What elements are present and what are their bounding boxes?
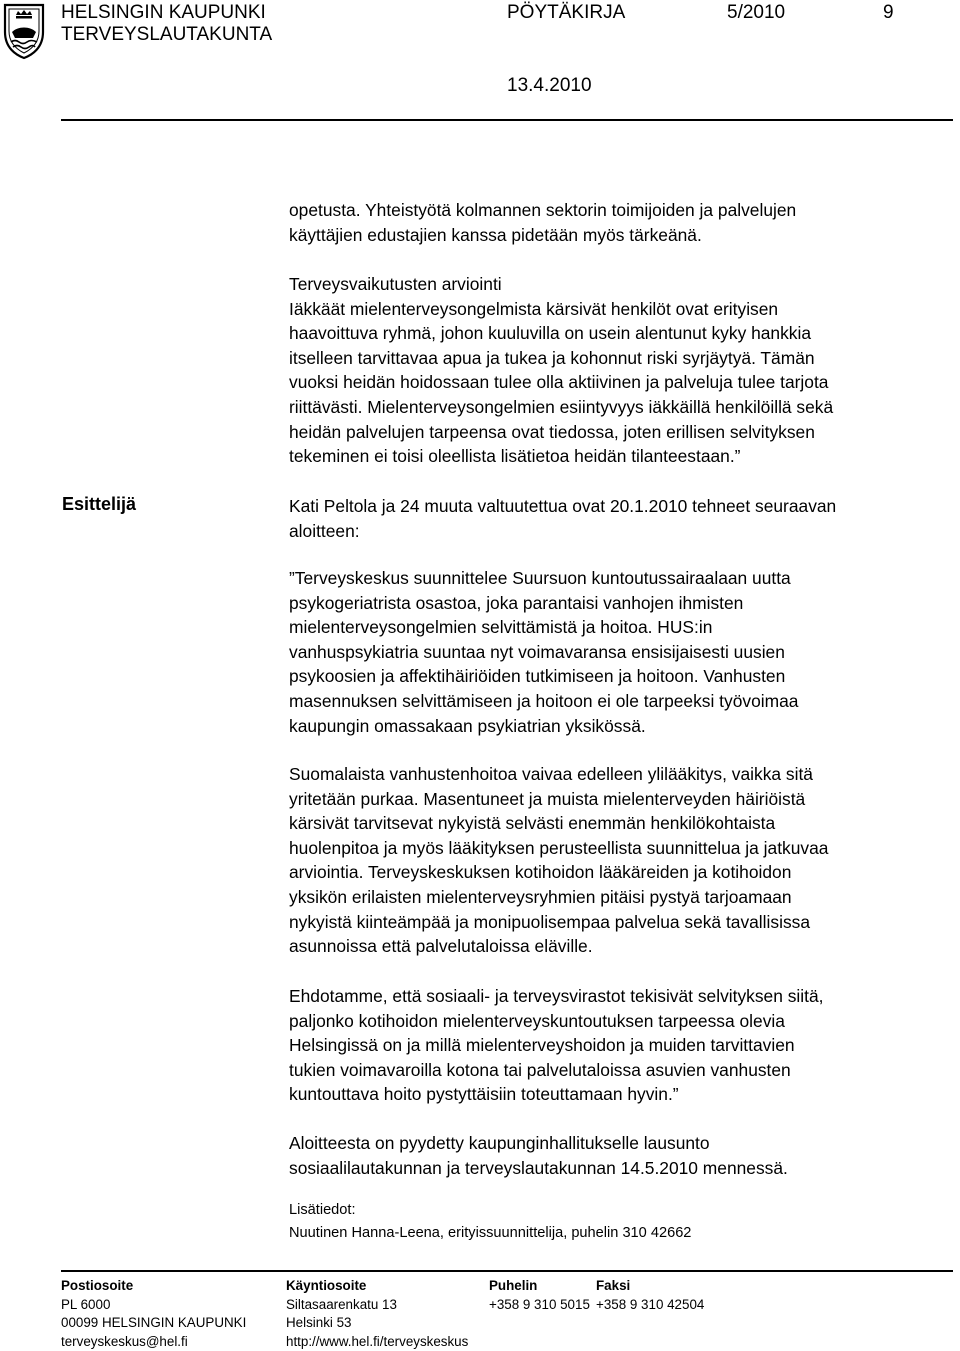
footer-postal-address [61,1277,246,1351]
text-line: tekeminen ei toisi oleellista lisätietoa heidän tilanteestaan.” [289,444,957,469]
text-line: tukien voimavaroilla kotona tai palvelutaloissa asuvien vanhusten [289,1058,957,1083]
helsinki-coat-of-arms-logo [2,2,46,60]
text-line: Iäkkäät mielenterveysongelmista kärsivät henkilöt ovat erityisen [289,297,957,322]
footer-line: Helsinki 53 [286,1314,468,1333]
text-line: mielenterveysongelmien selvittämistä ja hoitoa. HUS:in [289,615,957,640]
text-line: masennuksen selvittämiseen ja hoitoon ei ole tarpeeksi työvoimaa [289,689,957,714]
fax-number: +358 9 310 42504 [596,1296,704,1315]
phone-number: +358 9 310 5015 [489,1296,590,1315]
footer-phone [489,1277,590,1314]
paragraph-health-impact [289,272,957,469]
footer-email: terveyskeskus@hel.fi [61,1333,246,1351]
text-line: Suomalaista vanhustenhoitoa vaivaa edelleen ylilääkitys, vaikka sitä [289,762,957,787]
text-line: ”Terveyskeskus suunnittelee Suursuon kuntoutussairaalaan uutta [289,566,957,591]
more-info-label: Lisätiedot: [289,1198,356,1222]
committee-name: TERVEYSLAUTAKUNTA [61,24,272,46]
text-line: aloitteen: [289,519,957,544]
presenter-label: Esittelijä [62,494,136,515]
more-info-contact: Nuutinen Hanna-Leena, erityissuunnittelija, puhelin 310 42662 [289,1221,691,1245]
text-line: yksikön erilaisten mielenterveysryhmien pitäisi pystyä tarjoamaan [289,885,957,910]
text-line: vanhuspsykiatria suuntaa nyt voimavaransa ensisijaisesti uusien [289,640,957,665]
footer-heading: Faksi [596,1277,704,1296]
paragraph-quote-3 [289,984,957,1107]
text-line: yritetään purkaa. Masentuneet ja muista mielenterveyden häiriöistä [289,787,957,812]
document-type: PÖYTÄKIRJA [507,2,625,24]
footer-heading: Puhelin [489,1277,590,1296]
text-line: psykoosien ja affektihäiriöiden tutkimiseen ja hoitoon. Vanhusten [289,664,957,689]
text-line: Ehdotamme, että sosiaali- ja terveysvirastot tekisivät selvityksen siitä, [289,984,957,1009]
footer-heading: Käyntiosoite [286,1277,468,1296]
paragraph-cooperation [289,198,957,247]
footer-visiting-address [286,1277,468,1351]
org-name: HELSINGIN KAUPUNKI [61,2,266,24]
footer-line: Siltasaarenkatu 13 [286,1296,468,1315]
text-line: Kati Peltola ja 24 muuta valtuutettua ovat 20.1.2010 tehneet seuraavan [289,494,957,519]
footer-url: http://www.hel.fi/terveyskeskus [286,1333,468,1351]
text-line: riittävästi. Mielenterveysongelmien esiintyvyys iäkkäillä henkilöillä sekä [289,395,957,420]
page-number: 9 [883,2,894,24]
paragraph-initiative-intro [289,494,957,543]
text-line: psykogeriatrista osastoa, joka parantaisi vanhojen ihmisten [289,591,957,616]
text-line: sosiaalilautakunnan ja terveyslautakunnan 14.5.2010 mennessä. [289,1156,957,1181]
text-line: käyttäjien edustajien kanssa pidetään myös tärkeänä. [289,223,957,248]
footer-fax [596,1277,704,1314]
text-line: kuntouttava hoito pystyttäisiin toteuttamaan hyvin.” [289,1082,957,1107]
paragraph-quote-1 [289,566,957,738]
text-line: huolenpitoa ja myös lääkityksen perusteellista suunnittelua ja jatkuvaa [289,836,957,861]
footer-divider [61,1270,953,1272]
text-line: nykyistä kiinteämpää ja monipuolisempaa palvelua sekä tavallisissa [289,910,957,935]
text-line: itselleen tarvittavaa apua ja tukea ja kohonnut riski syrjäytyä. Tämän [289,346,957,371]
text-line: vuoksi heidän hoidossaan tulee olla aktiivinen ja palveluja tulee tarjota [289,370,957,395]
meeting-date: 13.4.2010 [507,75,592,97]
header-divider [61,119,953,121]
footer-line: 00099 HELSINGIN KAUPUNKI [61,1314,246,1333]
text-line: heidän palvelujen tarpeensa ovat tiedossa, joten erillisen selvityksen [289,420,957,445]
text-line: opetusta. Yhteistyötä kolmannen sektorin toimijoiden ja palvelujen [289,198,957,223]
text-line: asunnoissa että palvelutaloissa eläville. [289,934,957,959]
text-line: paljonko kotihoidon mielenterveyskuntoutuksen tarpeessa olevia [289,1009,957,1034]
footer-heading: Postiosoite [61,1277,246,1296]
paragraph-statement-request [289,1131,957,1180]
text-line: haavoittuva ryhmä, johon kuuluvilla on usein alentunut kyky hankkia [289,321,957,346]
text-line: arviointia. Terveyskeskuksen kotihoidon lääkäreiden ja kotihoidon [289,860,957,885]
text-line: kärsivät tarvitsevat nykyistä selvästi enemmän henkilökohtaista [289,811,957,836]
text-line: kaupungin omassakaan psykiatrian yksikössä. [289,714,957,739]
footer-line: PL 6000 [61,1296,246,1315]
document-number: 5/2010 [727,2,785,24]
section-heading: Terveysvaikutusten arviointi [289,272,957,297]
text-line: Helsingissä on ja millä mielenterveyshoidon ja muiden tarvittavien [289,1033,957,1058]
text-line: Aloitteesta on pyydetty kaupunginhallitukselle lausunto [289,1131,957,1156]
paragraph-quote-2 [289,762,957,959]
